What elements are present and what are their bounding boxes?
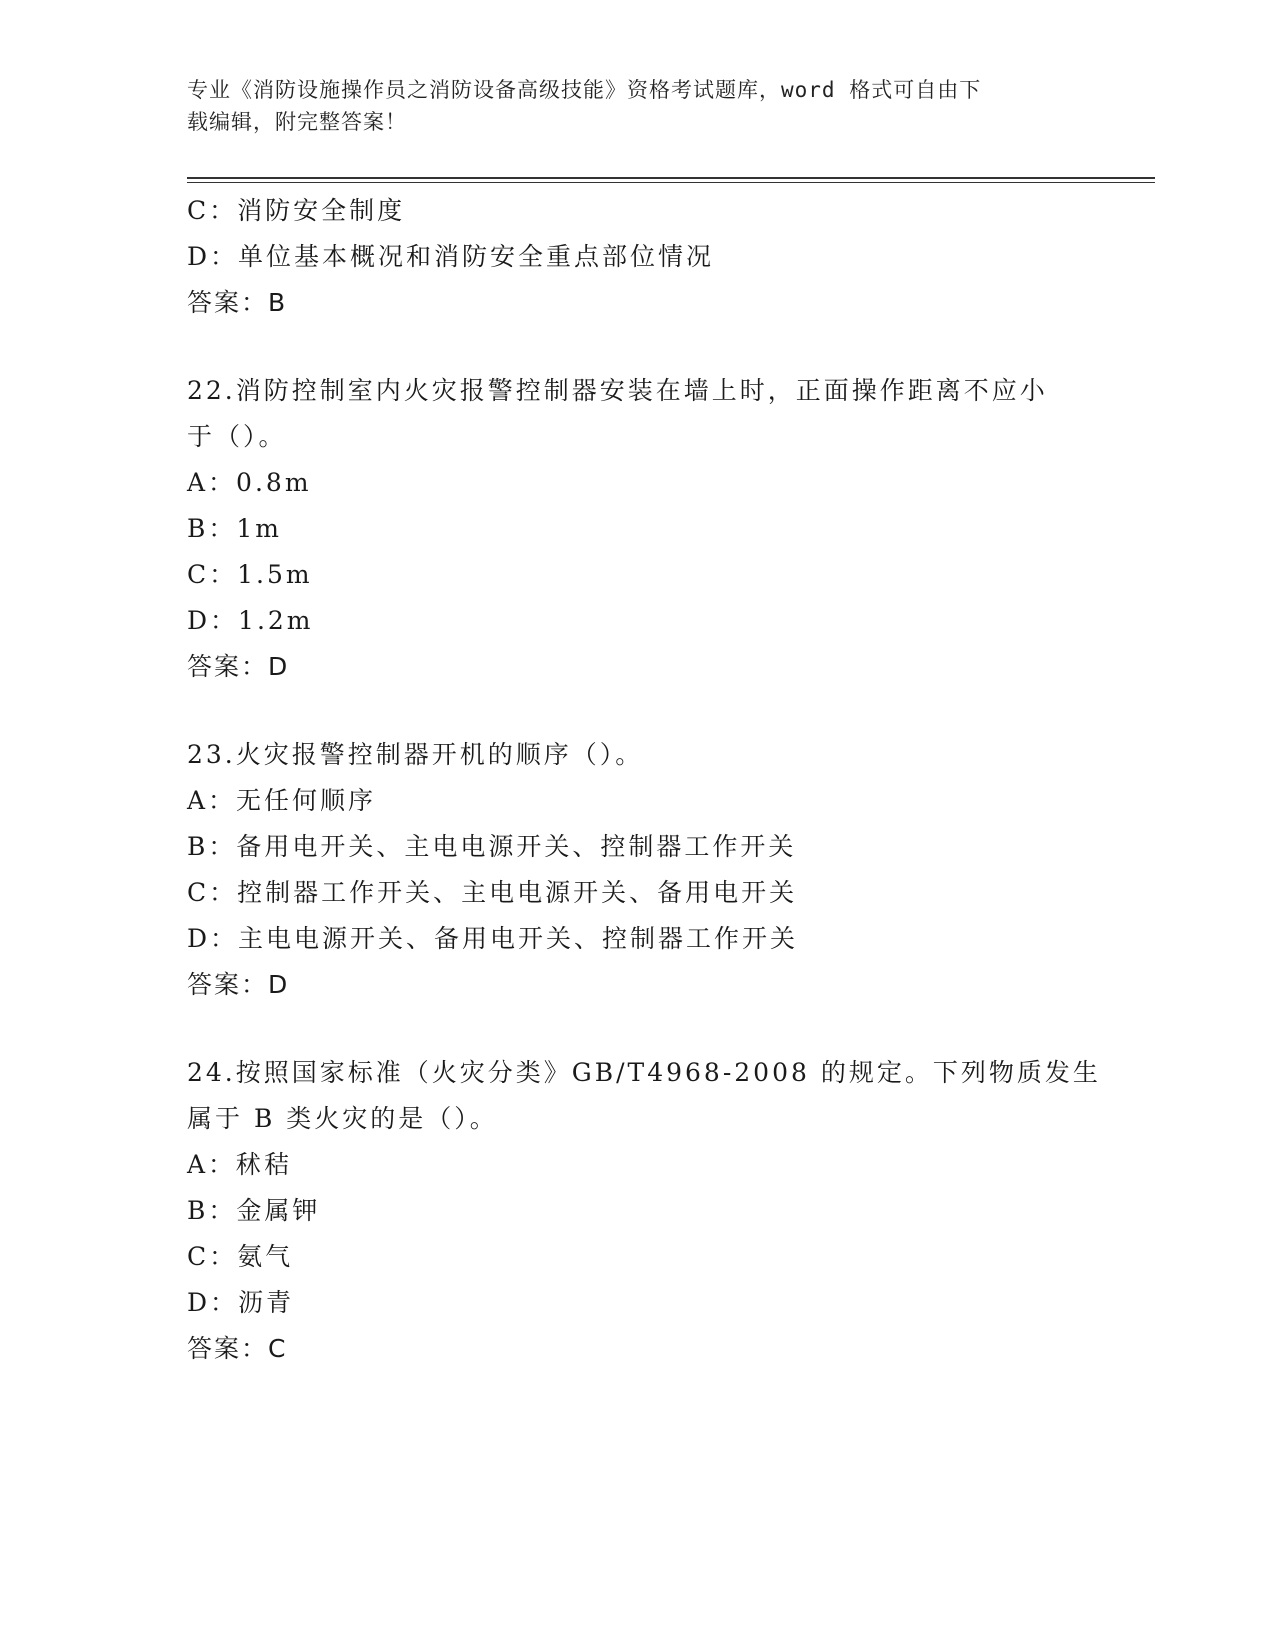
option-c: C：消防安全制度 xyxy=(187,196,406,225)
spacer xyxy=(187,690,1087,732)
answer-line: 答案：D xyxy=(187,652,290,681)
option-d: D：主电电源开关、备用电开关、控制器工作开关 xyxy=(187,924,799,953)
option-a: A：秫秸 xyxy=(187,1150,293,1179)
answer-line: 答案：C xyxy=(187,1334,288,1363)
header-rule-thin xyxy=(187,182,1155,183)
option-d: D：单位基本概况和消防安全重点部位情况 xyxy=(187,242,715,271)
header-line-2: 载编辑，附完整答案！ xyxy=(187,110,407,134)
question-stem-continued: 属于 B 类火灾的是（）。 xyxy=(187,1104,498,1133)
question-block-24 xyxy=(187,1050,1101,1372)
answer-line: 答案：B xyxy=(187,288,288,317)
question-block-22 xyxy=(187,368,1087,690)
question-stem: 22.消防控制室内火灾报警控制器安装在墙上时，正面操作距离不应小 xyxy=(187,376,1048,405)
option-c: C：1.5m xyxy=(187,560,313,589)
question-content xyxy=(187,188,1101,1372)
option-d: D：沥青 xyxy=(187,1288,295,1317)
question-stem: 23.火灾报警控制器开机的顺序（）。 xyxy=(187,740,644,769)
spacer xyxy=(187,326,1087,368)
question-stem-continued: 于（）。 xyxy=(187,422,287,451)
option-b: B：1m xyxy=(187,514,282,543)
question-stem: 24.按照国家标准（火灾分类》GB/T4968-2008 的规定。下列物质发生 xyxy=(187,1058,1101,1087)
document-header xyxy=(187,74,1067,138)
option-b: B：备用电开关、主电电源开关、控制器工作开关 xyxy=(187,832,797,861)
option-c: C：控制器工作开关、主电电源开关、备用电开关 xyxy=(187,878,798,907)
option-a: A：无任何顺序 xyxy=(187,786,377,815)
spacer xyxy=(187,1008,1087,1050)
question-block-23 xyxy=(187,732,1087,1008)
header-rule-thick xyxy=(187,177,1155,179)
option-c: C：氨气 xyxy=(187,1242,294,1271)
option-d: D：1.2m xyxy=(187,606,314,635)
answer-line: 答案：D xyxy=(187,970,290,999)
option-a: A：0.8m xyxy=(187,468,312,497)
header-line-1: 专业《消防设施操作员之消防设备高级技能》资格考试题库，word 格式可自由下 xyxy=(187,78,982,102)
question-block-21-carryover xyxy=(187,188,1087,326)
option-b: B：金属钾 xyxy=(187,1196,321,1225)
